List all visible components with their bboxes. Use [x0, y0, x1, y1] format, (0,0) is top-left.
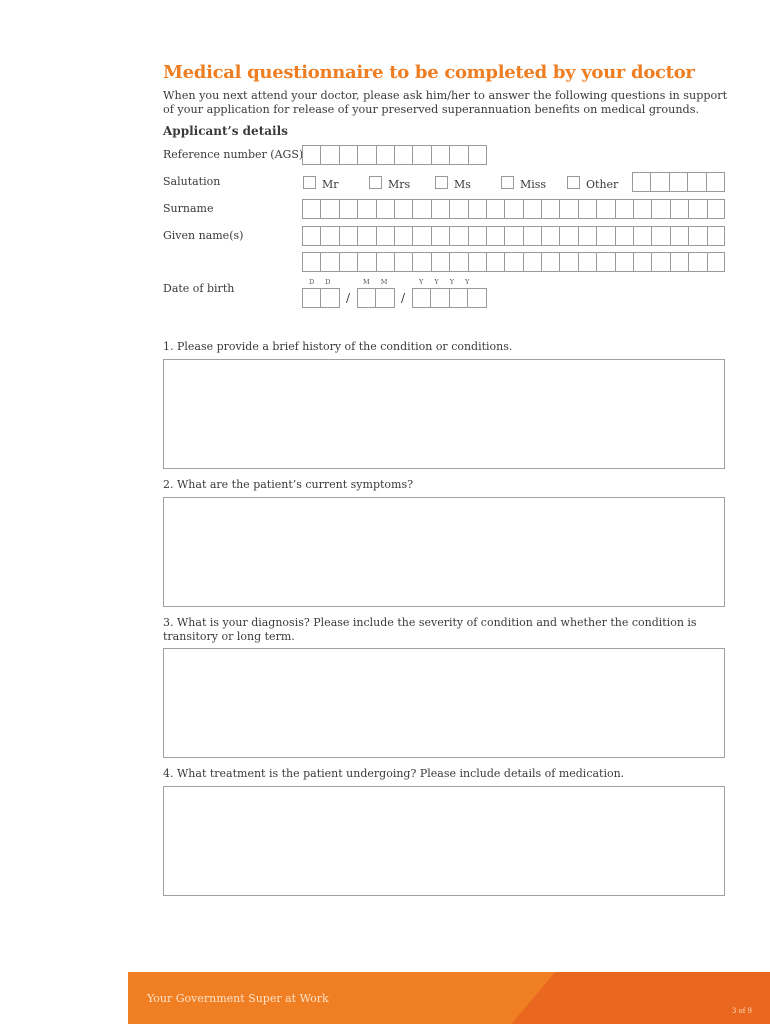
section-heading-applicant: Applicant’s details: [163, 124, 288, 138]
salutation-other-checkbox[interactable]: [567, 176, 580, 189]
salutation-ms-label: Ms: [454, 178, 471, 191]
dob-separator-1: /: [346, 291, 351, 305]
dob-separator-2: /: [401, 291, 406, 305]
surname-label: Surname: [163, 202, 214, 215]
reference-number-label: Reference number (AGS): [163, 148, 304, 161]
answer-1-textarea[interactable]: [163, 359, 725, 469]
salutation-ms-checkbox[interactable]: [435, 176, 448, 189]
dob-day-field[interactable]: [302, 288, 340, 308]
given-names-field-line-1[interactable]: [302, 226, 725, 246]
question-1: 1. Please provide a brief history of the condition or conditions.: [163, 340, 513, 353]
dob-month-field[interactable]: [357, 288, 395, 308]
salutation-miss-label: Miss: [520, 178, 547, 191]
question-4: 4. What treatment is the patient undergoing? Please include details of medication.: [163, 767, 625, 780]
salutation-mrs-checkbox[interactable]: [369, 176, 382, 189]
page-title: Medical questionnaire to be completed by your doctor: [163, 62, 695, 83]
dob-year-hint: Y Y Y Y: [419, 278, 470, 286]
answer-2-textarea[interactable]: [163, 497, 725, 607]
footer-banner: [128, 972, 770, 1024]
answer-4-textarea[interactable]: [163, 786, 725, 896]
salutation-miss-checkbox[interactable]: [501, 176, 514, 189]
salutation-mrs-label: Mrs: [388, 178, 411, 191]
dob-year-field[interactable]: [412, 288, 487, 308]
answer-3-textarea[interactable]: [163, 648, 725, 758]
intro-text: When you next attend your doctor, please ask him/her to answer the following questions in support of your application for release of your preserved superannuation benefits on medical grounds.: [163, 89, 728, 116]
salutation-mr-checkbox[interactable]: [303, 176, 316, 189]
given-names-field-line-2[interactable]: [302, 252, 725, 272]
salutation-mr-label: Mr: [322, 178, 339, 191]
dob-month-hint: M M: [363, 278, 388, 286]
dob-label: Date of birth: [163, 282, 235, 295]
surname-field[interactable]: [302, 199, 725, 219]
salutation-other-field[interactable]: [632, 172, 725, 192]
given-names-label: Given name(s): [163, 229, 244, 242]
footer-tagline: Your Government Super at Work: [147, 992, 329, 1005]
footer-swoosh: [496, 972, 770, 1024]
question-3: 3. What is your diagnosis? Please include the severity of condition and whether the condition is transitory or long term.: [163, 616, 697, 643]
reference-number-field[interactable]: [302, 145, 487, 165]
dob-day-hint: D D: [309, 278, 331, 286]
page-number: 3 of 9: [731, 1007, 752, 1015]
question-2: 2. What are the patient’s current symptoms?: [163, 478, 414, 491]
salutation-other-label: Other: [586, 178, 619, 191]
salutation-label: Salutation: [163, 175, 221, 188]
